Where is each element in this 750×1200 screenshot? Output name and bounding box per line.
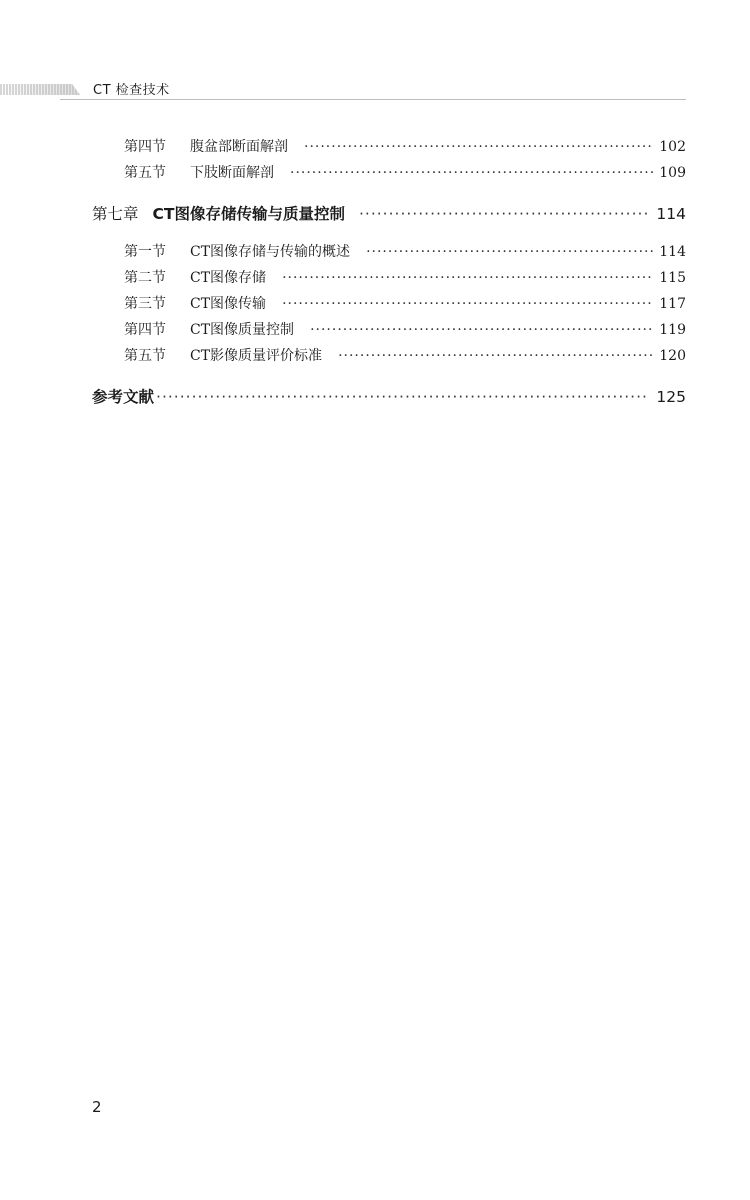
dot-leader xyxy=(338,348,653,364)
dot-leader xyxy=(304,139,653,155)
toc-section-number: 第二节 xyxy=(124,270,166,286)
toc-entry-title: CT图像存储与传输的概述 xyxy=(190,244,351,260)
toc-references-title: 参考文献 xyxy=(92,388,155,406)
toc-page-number: 120 xyxy=(659,348,686,364)
toc-entry[interactable] xyxy=(124,293,686,313)
header-band-shade xyxy=(0,84,80,95)
dot-leader xyxy=(359,205,648,223)
toc-section-number: 第四节 xyxy=(124,322,166,338)
toc-page-number: 119 xyxy=(659,322,686,338)
toc-chapter-entry[interactable] xyxy=(92,202,686,224)
toc-section-number: 第四节 xyxy=(124,139,166,155)
toc-chapter-title: CT图像存储传输与质量控制 xyxy=(152,205,345,223)
toc-section-number: 第一节 xyxy=(124,244,166,260)
toc-section-number: 第五节 xyxy=(124,348,166,364)
toc-entry[interactable] xyxy=(124,345,686,365)
page-number: 2 xyxy=(92,1098,102,1116)
dot-leader xyxy=(366,244,653,260)
dot-leader xyxy=(282,296,653,312)
toc-entry-title: 下肢断面解剖 xyxy=(190,165,274,181)
dot-leader xyxy=(290,165,653,181)
dot-leader xyxy=(156,388,648,406)
toc-references-entry[interactable] xyxy=(92,385,686,407)
running-title: CT 检查技术 xyxy=(93,83,170,98)
toc-entry-title: CT图像质量控制 xyxy=(190,322,295,338)
header-rule xyxy=(60,99,686,100)
toc-page-number: 109 xyxy=(659,165,686,181)
toc-entry[interactable] xyxy=(124,267,686,287)
toc-entry[interactable] xyxy=(124,319,686,339)
toc-entry-title: CT图像存储 xyxy=(190,270,267,286)
toc-entry-title: CT图像传输 xyxy=(190,296,267,312)
toc-section-number: 第五节 xyxy=(124,165,166,181)
running-header xyxy=(0,76,750,104)
toc-entry-title: 腹盆部断面解剖 xyxy=(190,139,288,155)
dot-leader xyxy=(310,322,653,338)
toc-section-number: 第三节 xyxy=(124,296,166,312)
toc-page-number: 117 xyxy=(659,296,686,312)
toc-entry-title: CT影像质量评价标准 xyxy=(190,348,323,364)
toc-chapter-number: 第七章 xyxy=(92,205,139,223)
toc-page-number: 114 xyxy=(656,205,686,223)
toc-page-number: 102 xyxy=(659,139,686,155)
toc-page-number: 114 xyxy=(659,244,686,260)
toc-page-number: 115 xyxy=(659,270,686,286)
toc-page-number: 125 xyxy=(656,388,686,406)
toc-entry[interactable] xyxy=(124,162,686,182)
toc-entry[interactable] xyxy=(124,136,686,156)
toc-entry[interactable] xyxy=(124,241,686,261)
dot-leader xyxy=(282,270,653,286)
